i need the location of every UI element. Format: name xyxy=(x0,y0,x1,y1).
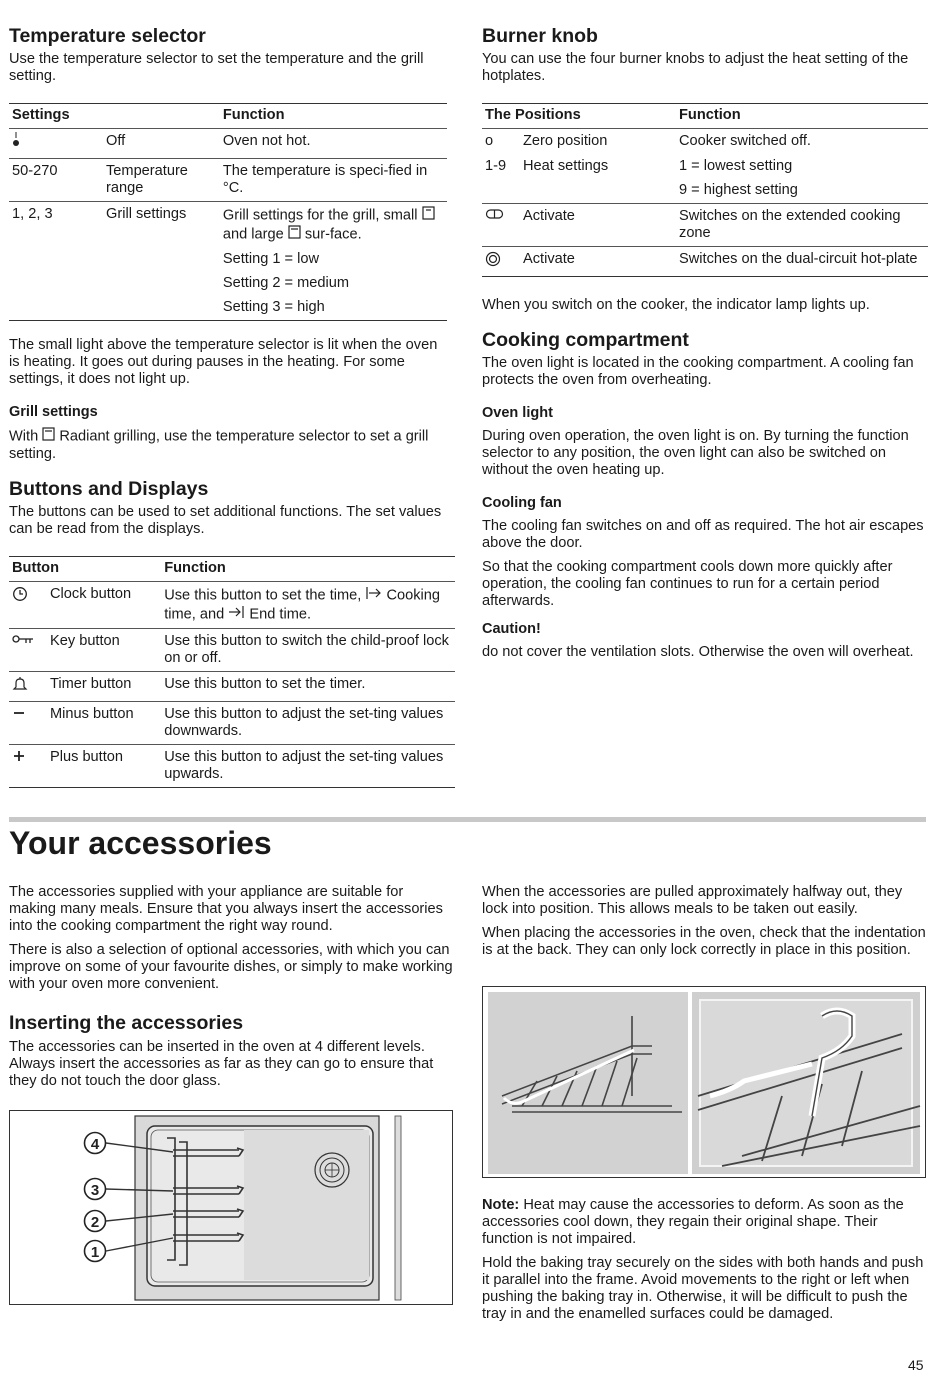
position-symbol: o xyxy=(485,133,494,149)
accessories-right-p1: When the accessories are pulled approximately halfway out, they lock into position. This allows meals to be taken out easily. xyxy=(482,884,903,917)
accessories-heading: Your accessories xyxy=(9,825,272,861)
level-2-label: 2 xyxy=(90,1214,100,1231)
inserting-heading: Inserting the accessories xyxy=(9,1012,244,1034)
position-name: Heat settings xyxy=(520,154,676,204)
button-name: Minus button xyxy=(47,702,161,745)
section-divider xyxy=(9,817,926,822)
table-row xyxy=(9,745,455,788)
setting-name: Temperature range xyxy=(103,159,220,202)
button-function: Use this button to adjust the set-ting values downwards. xyxy=(161,702,455,745)
grill-setting-1: Setting 1 = low xyxy=(222,251,320,267)
setting-function: The temperature is speci-fied in °C. xyxy=(220,159,447,202)
table-row xyxy=(482,247,928,277)
level-4-label: 4 xyxy=(90,1136,100,1153)
off-dot-icon xyxy=(12,131,22,154)
bell-icon xyxy=(12,676,28,697)
temperature-after-text: The small light above the temperature selector is lit when the oven is heating. It goes out during pauses in the heating. For some settings, it does not light up. xyxy=(9,337,438,387)
position-function: Switches on the extended cooking zone xyxy=(676,204,928,247)
table-row xyxy=(9,159,447,202)
cooling-fan-text-2: So that the cooking compartment cools down more quickly after operation, the cooling fan continues to run for a certain period afterwards. xyxy=(482,559,893,609)
oven-light-text: During oven operation, the oven light is on. By turning the function selector to any position, the oven light can also be switched on without the oven heating up. xyxy=(482,428,909,478)
large-grill-icon xyxy=(288,225,301,244)
position-function: 1 = lowest setting 9 = highest setting xyxy=(676,154,928,204)
accessories-right-p2: When placing the accessories in the oven, check that the indentation is at the back. They can only lock correctly in place in this position. xyxy=(482,925,926,958)
table-row xyxy=(9,202,447,321)
cooking-compartment-section xyxy=(482,297,927,661)
button-name: Plus button xyxy=(50,749,124,765)
buttons-displays-intro: The buttons can be used to set additional functions. The set values can be read from the displays. xyxy=(9,504,442,537)
cooling-fan-text-1: The cooling fan switches on and off as required. The hot air escapes above the door. xyxy=(482,518,924,551)
position-name: Activate xyxy=(523,251,575,267)
plus-icon xyxy=(12,749,26,768)
note-label: Note: xyxy=(482,1197,520,1213)
button-function: Use this button to set the time, Cooking time, and End time. xyxy=(161,582,455,629)
button-name: Clock button xyxy=(47,582,161,629)
setting-name: Off xyxy=(103,129,220,159)
position-symbol: 1-9 xyxy=(482,154,520,204)
setting-function: Oven not hot. xyxy=(220,129,447,159)
table-row xyxy=(482,154,928,204)
temperature-selector-intro: Use the temperature selector to set the temperature and the grill setting. xyxy=(9,51,424,84)
button-function: Use this button to adjust the set-ting values upwards. xyxy=(164,749,444,782)
setting-value: 50-270 xyxy=(9,159,103,202)
cooking-compartment-intro: The oven light is located in the cooking compartment. A cooling fan protects the oven from overheating. xyxy=(482,355,914,388)
radiant-grill-icon xyxy=(42,427,55,446)
settings-header: Settings xyxy=(9,104,220,129)
baking-tray-text: Hold the baking tray securely on the sides with both hands and push it parallel into the frame. Avoid movements to the right or left when pushing the baking tray in. Otherwise, it will be difficult to push the tray in and the enamelled surfaces could be damaged. xyxy=(482,1255,924,1322)
table-row xyxy=(9,582,455,629)
oven-levels-illustration xyxy=(9,1110,453,1305)
burner-after-text: When you switch on the cooker, the indicator lamp lights up. xyxy=(482,297,870,313)
buttons-displays-heading: Buttons and Displays xyxy=(9,478,209,500)
function-header: Function xyxy=(220,104,447,129)
setting-function: Grill settings for the grill, small and large sur-face. Setting 1 = low Setting 2 = medium Setting 3 = high xyxy=(220,202,447,321)
positions-header: The Positions xyxy=(482,104,676,129)
buttons-table xyxy=(9,556,455,788)
burner-knob-section xyxy=(482,25,927,85)
cooking-compartment-heading: Cooking compartment xyxy=(482,329,689,351)
minus-icon xyxy=(12,706,26,725)
table-row xyxy=(9,702,455,745)
caution-text: do not cover the ventilation slots. Otherwise the oven will overheat. xyxy=(482,644,914,660)
clock-icon xyxy=(12,586,28,607)
function-header: Function xyxy=(161,557,455,582)
cooking-time-icon xyxy=(365,586,382,605)
table-row xyxy=(482,129,928,155)
position-name: Activate xyxy=(520,204,676,247)
key-icon xyxy=(12,633,34,650)
grill-settings-heading: Grill settings xyxy=(9,404,98,420)
level-3-label: 3 xyxy=(90,1182,100,1199)
button-name: Timer button xyxy=(47,672,161,702)
temperature-selector-heading: Temperature selector xyxy=(9,25,206,47)
level-1-label: 1 xyxy=(90,1244,100,1261)
small-grill-icon xyxy=(422,206,435,225)
caution-heading: Caution! xyxy=(482,621,541,637)
table-row xyxy=(9,629,455,672)
end-time-icon xyxy=(228,605,245,624)
extended-zone-icon xyxy=(485,208,505,225)
button-function: Use this button to set the timer. xyxy=(161,672,455,702)
setting-name: Grill settings xyxy=(106,206,187,222)
table-row xyxy=(9,672,455,702)
burner-knob-heading: Burner knob xyxy=(482,25,598,47)
button-name: Key button xyxy=(47,629,161,672)
table-row xyxy=(482,204,928,247)
accessories-p1: The accessories supplied with your appliance are suitable for making many meals. Ensure that you always insert the accessories into the cooking compartment the right way round. xyxy=(9,884,443,934)
note-section xyxy=(482,1197,927,1323)
settings-table xyxy=(9,103,447,321)
dual-circuit-icon xyxy=(485,251,501,272)
grill-setting-3: Setting 3 = high xyxy=(222,299,325,315)
accessories-p2: There is also a selection of optional accessories, with which you can improve on some of your favourite dishes, or simply to make working with your oven more convenient. xyxy=(9,942,453,992)
button-header: Button xyxy=(9,557,161,582)
inserting-text: The accessories can be inserted in the oven at 4 different levels. Always insert the accessories as far as they can go to ensure that they do not touch the door glass. xyxy=(9,1039,434,1089)
accessories-heading-wrap xyxy=(9,825,272,861)
temperature-light-info xyxy=(9,337,449,463)
accessories-right-text xyxy=(482,884,927,959)
temperature-selector-section xyxy=(9,25,449,85)
function-header: Function xyxy=(676,104,928,129)
cooling-fan-heading: Cooling fan xyxy=(482,495,562,511)
button-function: Use this button to switch the child-proof lock on or off. xyxy=(161,629,455,672)
position-function: Switches on the dual-circuit hot-plate xyxy=(679,251,918,267)
position-function: Cooker switched off. xyxy=(679,133,811,149)
burner-knob-intro: You can use the four burner knobs to adjust the heat setting of the hotplates. xyxy=(482,51,909,84)
grill-setting-2: Setting 2 = medium xyxy=(222,275,350,291)
oven-light-heading: Oven light xyxy=(482,405,553,421)
setting-value: 1, 2, 3 xyxy=(12,206,53,222)
rack-lock-illustration xyxy=(482,986,926,1178)
position-name: Zero position xyxy=(523,133,608,149)
page-number: 45 xyxy=(908,1357,924,1373)
burner-positions-table xyxy=(482,103,928,277)
table-row xyxy=(9,129,447,159)
accessories-left-text xyxy=(9,884,454,1090)
note-text: Note: Heat may cause the accessories to deform. As soon as the accessories cool down, they regain their original shape. Their function is not impaired. xyxy=(482,1197,904,1247)
buttons-displays-section xyxy=(9,478,449,538)
grill-settings-text: With Radiant grilling, use the temperature selector to set a grill setting. xyxy=(9,428,429,462)
